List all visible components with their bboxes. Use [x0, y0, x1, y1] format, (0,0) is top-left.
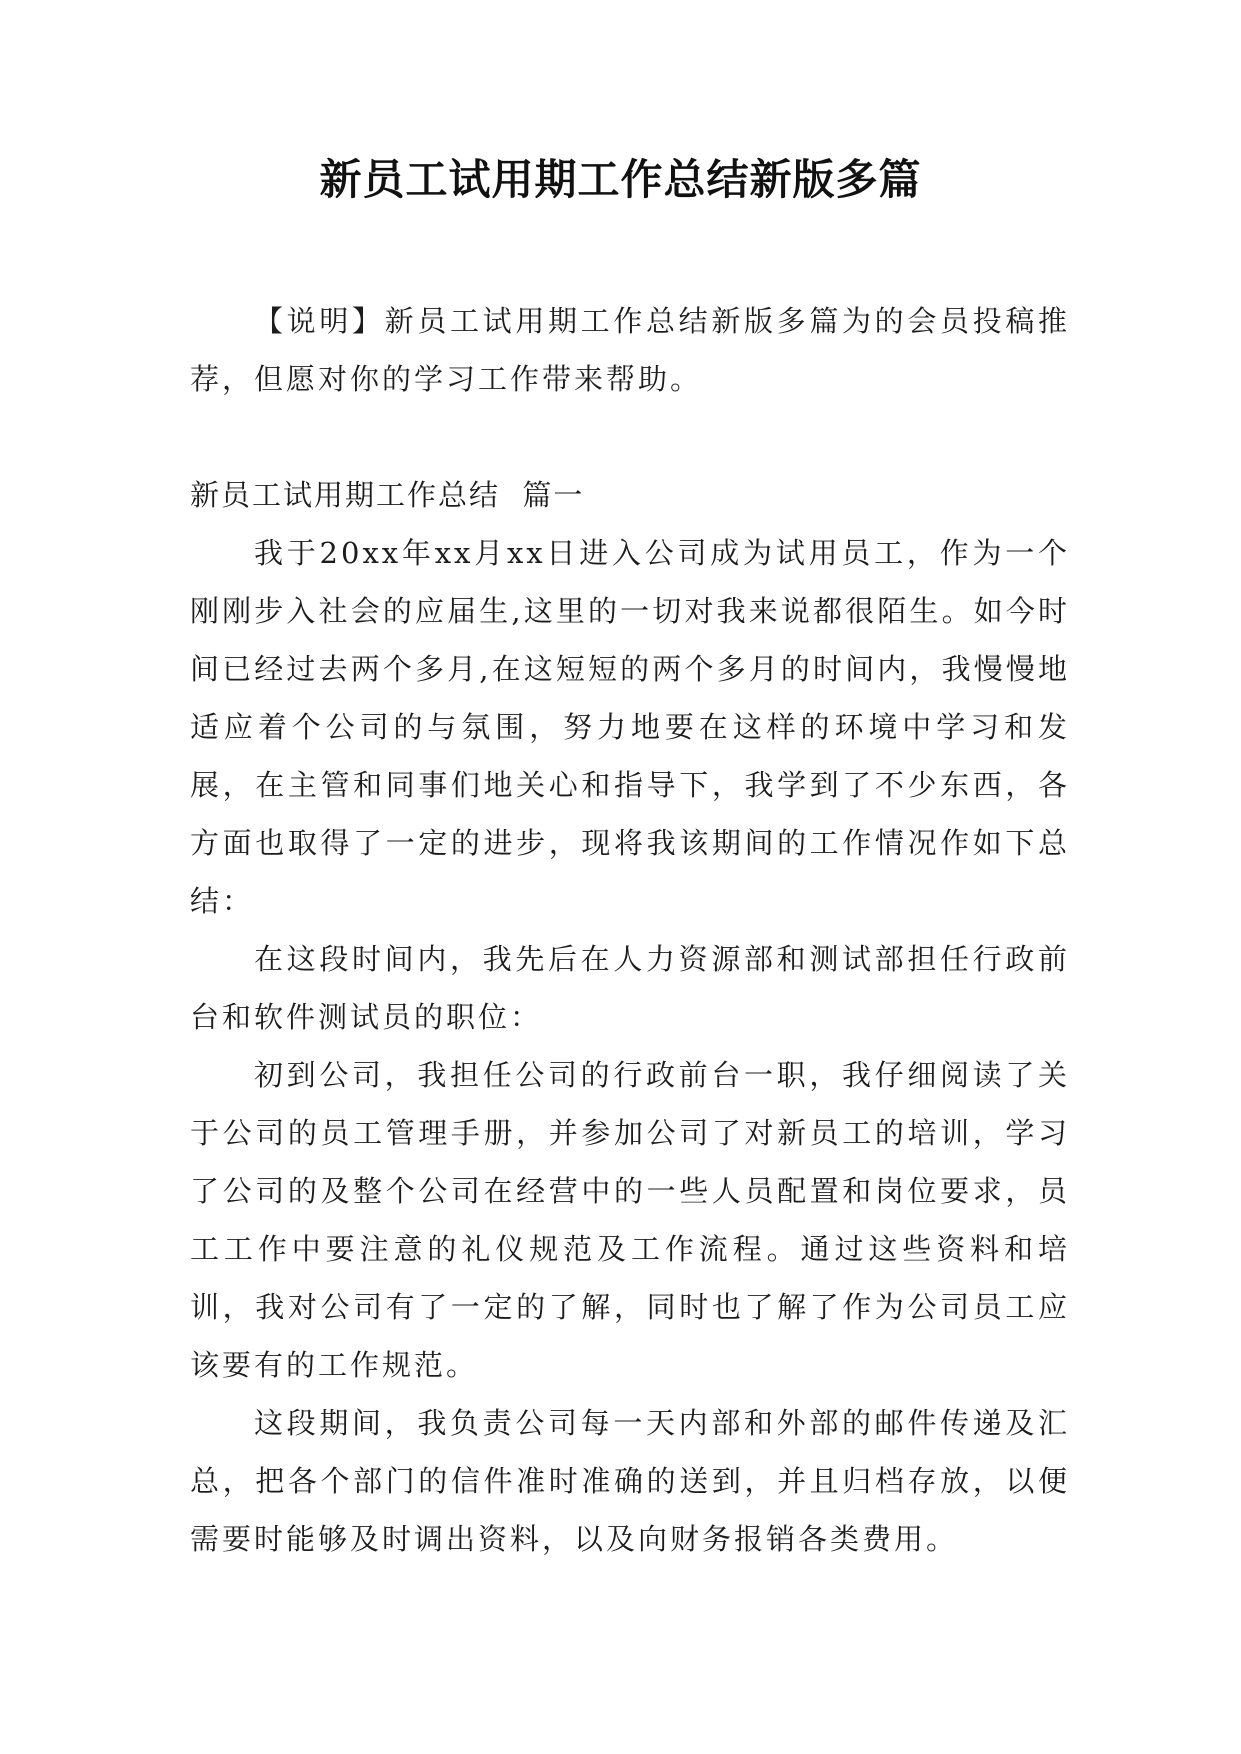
document-body [190, 292, 1070, 1568]
paragraph: 我于20xx年xx月xx日进入公司成为试用员工，作为一个刚刚步入社会的应届生,这里的一切对我来说都很陌生。如今时间已经过去两个多月,在这短短的两个多月的时间内，我慢慢地适应着个公司的与氛围，努力地要在这样的环境中学习和发展，在主管和同事们地关心和指导下，我学到了不少东西，各方面也取得了一定的进步，现将我该期间的工作情况作如下总结： [190, 536, 1070, 918]
document-title: 新员工试用期工作总结新版多篇 [319, 155, 922, 204]
paragraph: 在这段时间内，我先后在人力资源部和测试部担任行政前台和软件测试员的职位： [190, 942, 1070, 1034]
section-heading: 新员工试用期工作总结 篇一 [190, 478, 585, 512]
paragraph: 初到公司，我担任公司的行政前台一职，我仔细阅读了关于公司的员工管理手册，并参加公司了对新员工的培训，学习了公司的及整个公司在经营中的一些人员配置和岗位要求，员工工作中要注意的礼仪规范及工作流程。通过这些资料和培训，我对公司有了一定的了解，同时也了解了作为公司员工应该要有的工作规范。 [190, 1058, 1070, 1382]
document-note: 【说明】新员工试用期工作总结新版多篇为的会员投稿推荐，但愿对你的学习工作带来帮助。 [190, 304, 1070, 396]
paragraph: 这段期间，我负责公司每一天内部和外部的邮件传递及汇总，把各个部门的信件准时准确的送到，并且归档存放，以便需要时能够及时调出资料，以及向财务报销各类费用。 [190, 1406, 1070, 1556]
